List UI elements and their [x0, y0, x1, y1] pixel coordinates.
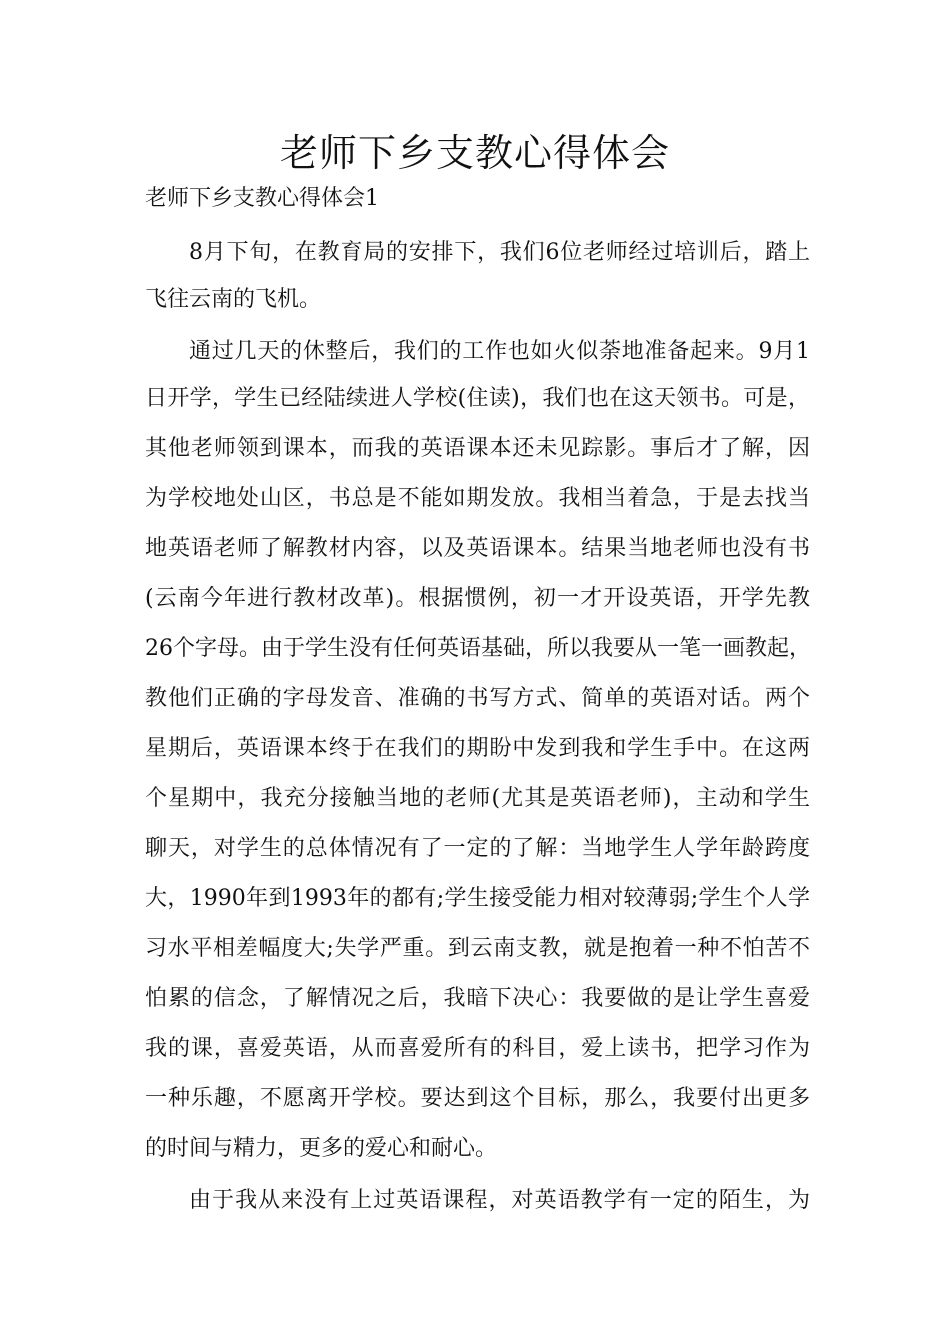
paragraph-2-line-17: 的时间与精力，更多的爱心和耐心。 — [145, 1136, 498, 1161]
paragraph-2-line-15: 我的课，喜爱英语，从而喜爱所有的科目，爱上读书，把学习作为 — [145, 1036, 810, 1061]
paragraph-2-line-1: 通过几天的休整后，我们的工作也如火似荼地准备起来。9月1 — [189, 339, 810, 364]
paragraph-2-line-2: 日开学，学生已经陆续进人学校(住读)，我们也在这天领书。可是， — [145, 386, 810, 411]
paragraph-2-line-10: 个星期中，我充分接触当地的老师(尤其是英语老师)，主动和学生 — [145, 786, 810, 811]
section-heading: 老师下乡支教心得体会1 — [145, 186, 379, 211]
paragraph-2-line-8: 教他们正确的字母发音、准确的书写方式、简单的英语对话。两个 — [145, 686, 810, 711]
paragraph-2-line-4: 为学校地处山区，书总是不能如期发放。我相当着急，于是去找当 — [145, 486, 810, 511]
paragraph-2-line-11: 聊天，对学生的总体情况有了一定的了解：当地学生人学年龄跨度 — [145, 836, 810, 861]
paragraph-2-line-7: 26个字母。由于学生没有任何英语基础，所以我要从一笔一画教起， — [145, 636, 811, 661]
paragraph-1-line-1: 8月下旬，在教育局的安排下，我们6位老师经过培训后，踏上 — [189, 240, 810, 265]
paragraph-2-line-6: (云南今年进行教材改革)。根据惯例，初一才开设英语，开学先教 — [145, 586, 810, 611]
paragraph-1-line-2: 飞往云南的飞机。 — [145, 287, 322, 312]
paragraph-2-line-3: 其他老师领到课本，而我的英语课本还未见踪影。事后才了解，因 — [145, 436, 810, 461]
paragraph-2-line-13: 习水平相差幅度大;失学严重。到云南支教，就是抱着一种不怕苦不 — [145, 936, 810, 961]
paragraph-2-line-12: 大，1990年到1993年的都有;学生接受能力相对较薄弱;学生个人学 — [145, 886, 810, 911]
paragraph-2-line-9: 星期后，英语课本终于在我们的期盼中发到我和学生手中。在这两 — [145, 736, 810, 761]
paragraph-2-line-5: 地英语老师了解教材内容，以及英语课本。结果当地老师也没有书 — [145, 536, 810, 561]
document-title: 老师下乡支教心得体会 — [279, 131, 670, 175]
paragraph-3-line-1: 由于我从来没有上过英语课程，对英语教学有一定的陌生，为 — [189, 1188, 810, 1213]
paragraph-2-line-16: 一种乐趣，不愿离开学校。要达到这个目标，那么，我要付出更多 — [145, 1086, 810, 1111]
paragraph-2-line-14: 怕累的信念，了解情况之后，我暗下决心：我要做的是让学生喜爱 — [145, 986, 810, 1011]
